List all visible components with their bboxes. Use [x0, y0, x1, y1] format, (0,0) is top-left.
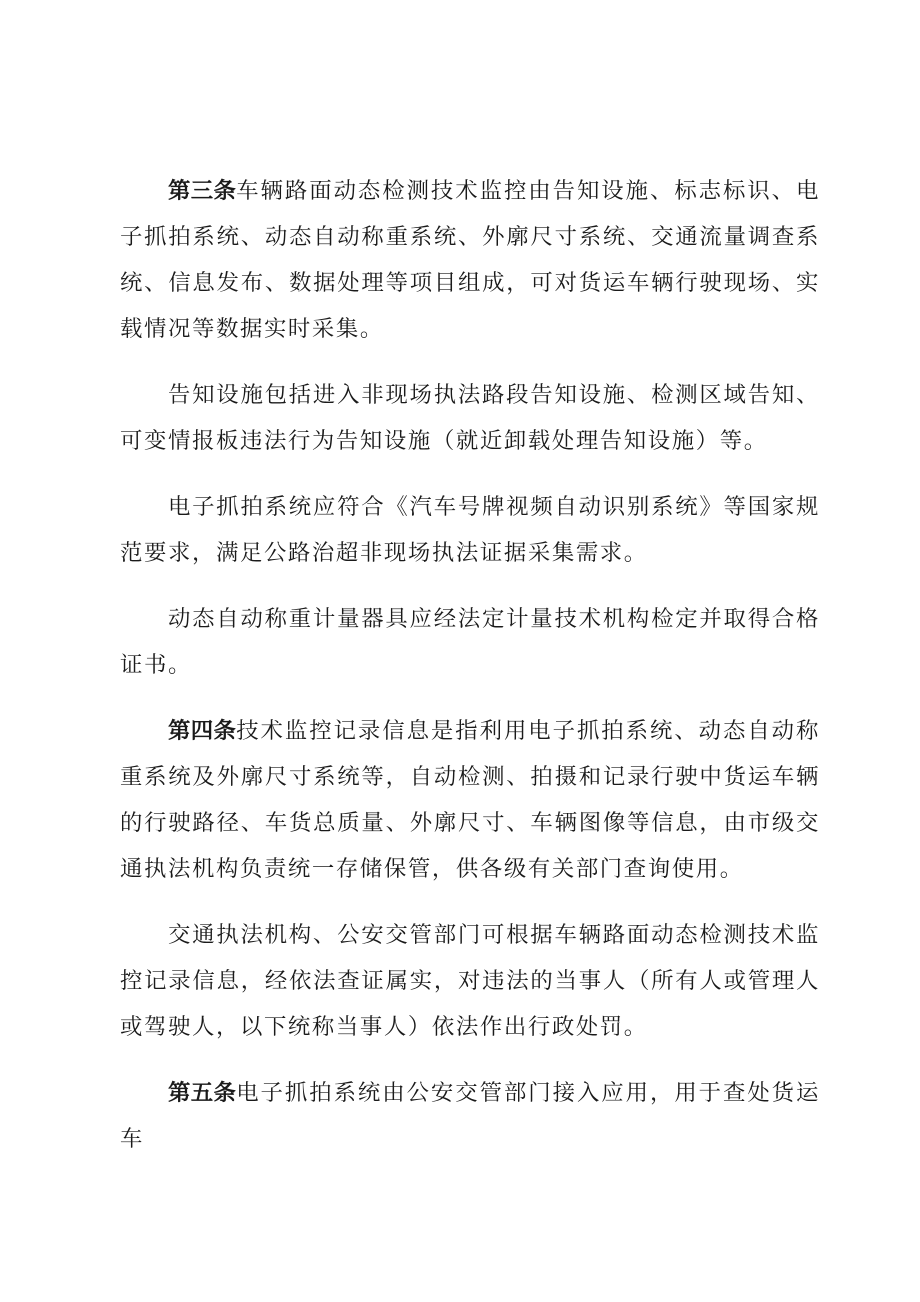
notice-facilities-paragraph — [120, 372, 820, 464]
article-5-number: 第五条 — [168, 1080, 237, 1106]
article-3-paragraph — [120, 168, 820, 352]
document-body — [120, 168, 820, 1162]
article-5-paragraph — [120, 1070, 820, 1162]
weighing-instrument-paragraph — [120, 596, 820, 688]
notice-facilities-text: 告知设施包括进入非现场执法路段告知设施、检测区域告知、可变情报板违法行为告知设施（就近卸载处理告知设施）等。 — [120, 382, 820, 454]
weighing-instrument-text: 动态自动称重计量器具应经法定计量技术机构检定并取得合格证书。 — [120, 606, 820, 678]
article-3-number: 第三条 — [168, 178, 237, 204]
article-4-paragraph — [120, 708, 820, 892]
article-4-number: 第四条 — [168, 718, 237, 744]
article-4-text: 技术监控记录信息是指利用电子抓拍系统、动态自动称重系统及外廓尺寸系统等，自动检测、拍摄和记录行驶中货运车辆的行驶路径、车货总质量、外廓尺寸、车辆图像等信息，由市级交通执法机构负责统一存储保管，供各级有关部门查询使用。 — [120, 718, 820, 882]
article-5-text: 电子抓拍系统由公安交管部门接入应用，用于查处货运车 — [120, 1080, 820, 1152]
article-3-text: 车辆路面动态检测技术监控由告知设施、标志标识、电子抓拍系统、动态自动称重系统、外廓尺寸系统、交通流量调查系统、信息发布、数据处理等项目组成，可对货运车辆行驶现场、实载情况等数据实时采集。 — [120, 178, 820, 342]
electronic-capture-paragraph — [120, 484, 820, 576]
penalty-paragraph — [120, 912, 820, 1050]
electronic-capture-text: 电子抓拍系统应符合《汽车号牌视频自动识别系统》等国家规范要求，满足公路治超非现场执法证据采集需求。 — [120, 494, 820, 566]
penalty-text: 交通执法机构、公安交管部门可根据车辆路面动态检测技术监控记录信息，经依法查证属实，对违法的当事人（所有人或管理人或驾驶人，以下统称当事人）依法作出行政处罚。 — [120, 922, 820, 1040]
